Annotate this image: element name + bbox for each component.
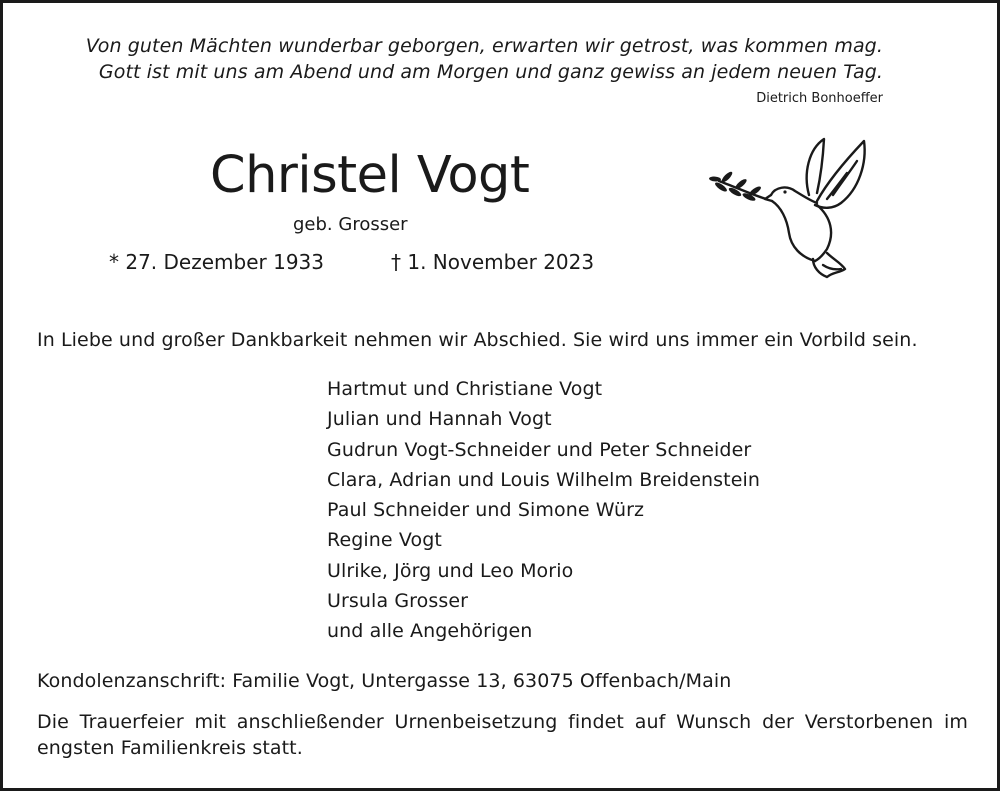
ceremony-info: Die Trauerfeier mit anschließender Urnenbeisetzung findet auf Wunsch der Verstorbenen im engsten Familienkreis statt.	[37, 711, 968, 759]
list-item: Ulrike, Jörg und Leo Morio	[327, 559, 574, 582]
birth-date: * 27. Dezember 1933	[109, 250, 324, 274]
list-item: Ursula Grosser	[327, 590, 469, 613]
list-item: Gudrun Vogt-Schneider und Peter Schneider	[327, 438, 752, 461]
list-item: Regine Vogt	[327, 529, 442, 552]
farewell-text: In Liebe und großer Dankbarkeit nehmen wir Abschied. Sie wird uns immer ein Vorbild sein.	[37, 329, 918, 351]
quote-line-1: Von guten Mächten wunderbar geborgen, erwarten wir getrost, was kommen mag.	[85, 35, 883, 57]
list-item: Julian und Hannah Vogt	[327, 408, 552, 431]
mourners-list	[327, 374, 760, 647]
quote-author: Dietrich Bonhoeffer	[756, 91, 883, 106]
list-item: Clara, Adrian und Louis Wilhelm Breidenstein	[327, 468, 761, 491]
list-item: und alle Angehörigen	[327, 620, 533, 643]
dove-with-olive-branch-icon	[709, 135, 871, 279]
maiden-name: geb. Grosser	[293, 214, 408, 235]
condolence-address: Kondolenzanschrift: Familie Vogt, Untergasse 13, 63075 Offenbach/Main	[37, 670, 732, 692]
deceased-name: Christel Vogt	[210, 146, 530, 205]
bonhoeffer-quote	[86, 33, 883, 85]
list-item: Paul Schneider und Simone Würz	[327, 499, 645, 522]
quote-line-2: Gott ist mit uns am Abend und am Morgen und ganz gewiss an jedem neuen Tag.	[98, 61, 883, 83]
list-item: Hartmut und Christiane Vogt	[327, 378, 603, 400]
death-date: † 1. November 2023	[391, 250, 595, 274]
